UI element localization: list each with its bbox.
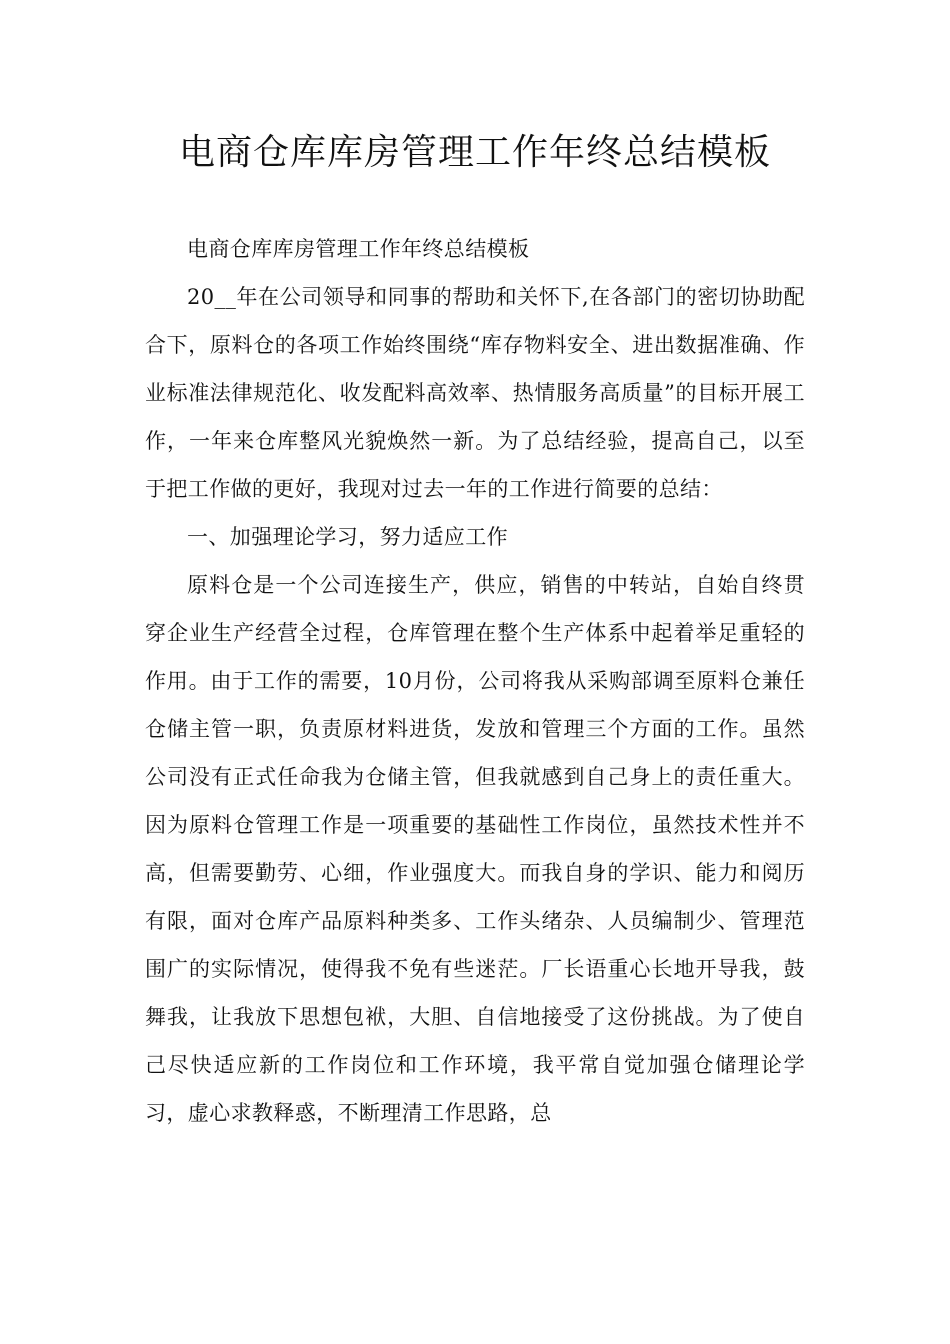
document-body: [145, 225, 805, 1137]
paragraph-subtitle: 电商仓库库房管理工作年终总结模板: [187, 237, 530, 261]
section-heading-1: 一、加强理论学习，努力适应工作: [187, 525, 508, 549]
paragraph-intro: 20__年在公司领导和同事的帮助和关怀下,在各部门的密切协助配合下，原料仓的各项工作始终围绕“库存物料安全、进出数据准确、作业标准法律规范化、收发配料高效率、热情服务高质量”的目标开展工作，一年来仓库整风光貌焕然一新。为了总结经验，提高自己，以至于把工作做的更好，我现对过去一年的工作进行简要的总结：: [145, 285, 805, 501]
document-title: 电商仓库库房管理工作年终总结模板: [178, 132, 771, 173]
paragraph-section-1: 原料仓是一个公司连接生产，供应，销售的中转站，自始自终贯穿企业生产经营全过程，仓库管理在整个生产体系中起着举足重轻的作用。由于工作的需要，10月份，公司将我从采购部调至原料仓兼任仓储主管一职，负责原材料进货，发放和管理三个方面的工作。虽然公司没有正式任命我为仓储主管，但我就感到自己身上的责任重大。因为原料仓管理工作是一项重要的基础性工作岗位，虽然技术性并不高，但需要勤劳、心细，作业强度大。而我自身的学识、能力和阅历有限，面对仓库产品原料种类多、工作头绪杂、人员编制少、管理范围广的实际情况，使得我不免有些迷茫。厂长语重心长地开导我，鼓舞我，让我放下思想包袱，大胆、自信地接受了这份挑战。为了使自己尽快适应新的工作岗位和工作环境，我平常自觉加强仓储理论学习，虚心求教释惑，不断理清工作思路，总: [145, 573, 805, 1125]
